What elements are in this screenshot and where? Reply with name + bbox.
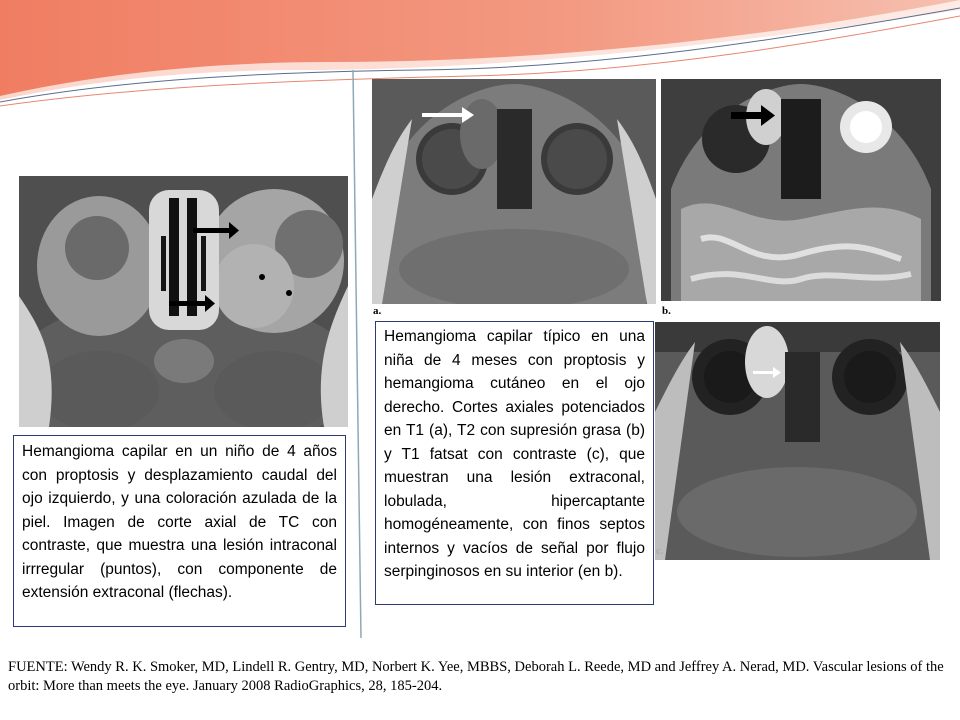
source-reference: FUENTE: Wendy R. K. Smoker, MD, Lindell R. Gentry, MD, Norbert K. Yee, MBBS, Deborah L. Reede, MD and Jeffrey A. Nerad, MD. Vascular lesions of the orbit: More than meets the eye. January 2008 RadioGraphics, 28, 185-204. [8, 659, 944, 694]
caption-mri-text: Hemangioma capilar típico en una niña de 4 meses con proptosis y hemangioma cutáneo en el ojo derecho. Cortes axiales potenciados en T1 (a), T2 con supresión grasa (b) y T1 fatsat con contraste (c), que muestran una lesión extraconal, lobulada, hipercaptante homogéneamente, con finos septos internos y vacíos de señal por flujo serpinginosos en su interior (en b). [384, 328, 645, 580]
caption-mri [375, 321, 654, 605]
panel-label-b: b. [662, 305, 671, 317]
mri-panel-c [655, 322, 940, 560]
panel-label-a: a. [373, 305, 382, 317]
caption-ct [13, 435, 346, 627]
panel-label-c: c. [656, 545, 664, 557]
mri-panel-a [372, 79, 656, 304]
ct-scan-image [19, 176, 348, 427]
mri-panel-b [661, 79, 941, 301]
caption-ct-text: Hemangioma capilar en un niño de 4 años con proptosis y desplazamiento caudal del ojo izquierdo, y una coloración azulada de la piel. Imagen de corte axial de TC con contraste, que muestra una lesión intraconal irrregular (puntos), con componente de extensión extraconal (flechas). [22, 443, 337, 601]
